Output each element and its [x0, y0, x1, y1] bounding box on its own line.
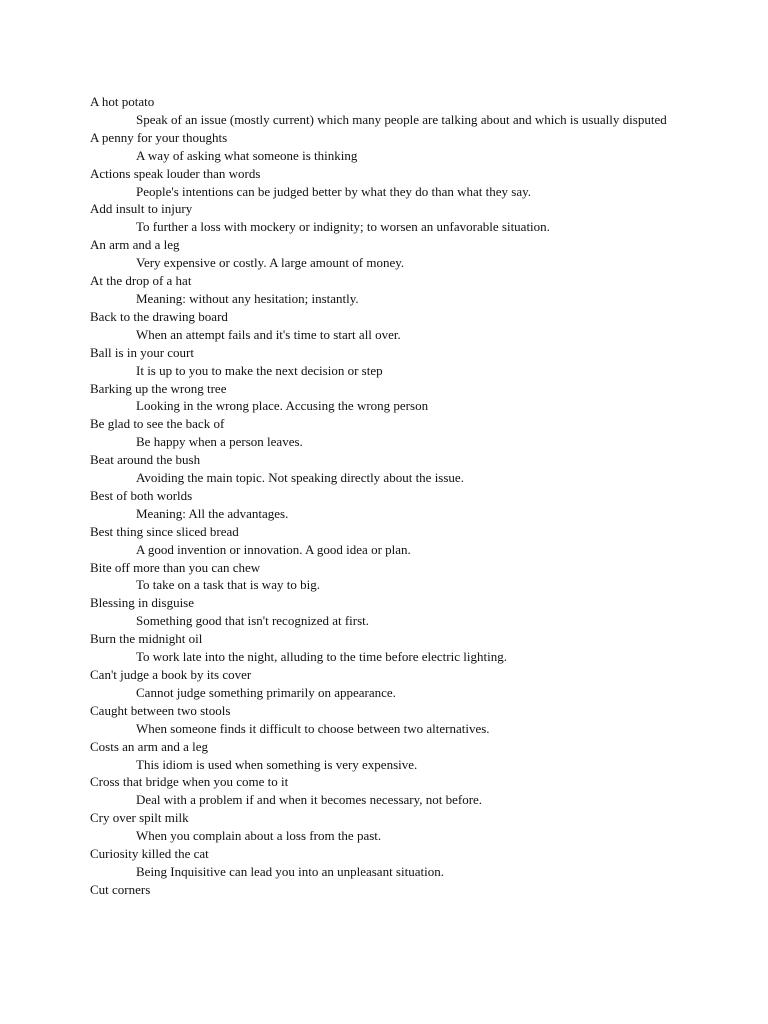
idiom-term: Caught between two stools: [90, 702, 231, 718]
idiom-term: Actions speak louder than words: [90, 165, 261, 181]
idiom-definition: To work late into the night, alluding to the time before electric lighting.: [136, 649, 507, 665]
idiom-entry: [90, 559, 680, 595]
idiom-entry: [90, 200, 680, 236]
idiom-term: Curiosity killed the cat: [90, 846, 209, 862]
idiom-definition: To further a loss with mockery or indignity; to worsen an unfavorable situation.: [136, 219, 550, 235]
idiom-entry: [90, 165, 680, 201]
idiom-definition: Be happy when a person leaves.: [136, 434, 303, 450]
idiom-term: Can't judge a book by its cover: [90, 667, 252, 682]
idiom-entry: [90, 93, 680, 129]
idiom-definition: Speak of an issue (mostly current) which many people are talking about and which is usually disputed: [136, 111, 667, 127]
idiom-term: Add insult to injury: [90, 201, 193, 217]
idiom-entry: [90, 666, 680, 702]
idiom-definition: People's intentions can be judged better by what they do than what they say.: [136, 183, 532, 199]
idiom-entry: [90, 809, 680, 845]
idiom-definition: Very expensive or costly. A large amount of money.: [136, 255, 405, 271]
idiom-term: Back to the drawing board: [90, 308, 228, 324]
idiom-entry: [90, 308, 680, 344]
idiom-definition: To take on a task that is way to big.: [136, 577, 320, 593]
idiom-definition: When someone finds it difficult to choose between two alternatives.: [136, 720, 490, 736]
idiom-entry: [90, 594, 680, 630]
idiom-term: Ball is in your court: [90, 344, 194, 360]
idiom-definition: A good invention or innovation. A good idea or plan.: [136, 541, 411, 557]
idiom-definition: Meaning: without any hesitation; instantly.: [136, 290, 359, 306]
idiom-term: Costs an arm and a leg: [90, 738, 209, 754]
idiom-entry: [90, 272, 680, 308]
idiom-term: An arm and a leg: [90, 237, 180, 253]
idiom-term: Cross that bridge when you come to it: [90, 774, 289, 790]
idiom-term: A hot potato: [90, 94, 155, 109]
idiom-entry: [90, 630, 680, 666]
idiom-definition: Deal with a problem if and when it becomes necessary, not before.: [136, 792, 483, 808]
idiom-term: Best thing since sliced bread: [90, 523, 239, 539]
idiom-entry: [90, 845, 680, 881]
idiom-term: Be glad to see the back of: [90, 416, 225, 432]
idiom-term: Cry over spilt milk: [90, 810, 189, 826]
idiom-entry: [90, 344, 680, 380]
idiom-entry: [90, 523, 680, 559]
idiom-term: Best of both worlds: [90, 487, 193, 503]
idiom-entry: [90, 881, 680, 899]
idiom-entry: [90, 129, 680, 165]
idiom-definition: Being Inquisitive can lead you into an unpleasant situation.: [136, 863, 444, 879]
idiom-term: Beat around the bush: [90, 452, 201, 468]
idiom-term: Cut corners: [90, 881, 151, 897]
idiom-term: A penny for your thoughts: [90, 129, 228, 145]
idiom-definition: When an attempt fails and it's time to start all over.: [136, 326, 401, 342]
idiom-list: [90, 93, 680, 899]
idiom-definition: This idiom is used when something is very expensive.: [136, 756, 418, 772]
idiom-entry: [90, 487, 680, 523]
idiom-definition: Meaning: All the advantages.: [136, 505, 289, 521]
idiom-term: Blessing in disguise: [90, 595, 195, 611]
idiom-definition: Cannot judge something primarily on appearance.: [136, 684, 396, 700]
idiom-definition: It is up to you to make the next decision or step: [136, 362, 383, 378]
idiom-term: At the drop of a hat: [90, 273, 192, 289]
idiom-term: Barking up the wrong tree: [90, 380, 227, 396]
idiom-entry: [90, 773, 680, 809]
idiom-entry: [90, 738, 680, 774]
idiom-entry: [90, 236, 680, 272]
idiom-definition: When you complain about a loss from the past.: [136, 828, 382, 844]
idiom-definition: Looking in the wrong place. Accusing the wrong person: [136, 398, 429, 414]
idiom-entry: [90, 415, 680, 451]
idiom-definition: Something good that isn't recognized at first.: [136, 613, 370, 629]
idiom-entry: [90, 702, 680, 738]
idiom-term: Burn the midnight oil: [90, 631, 203, 647]
idiom-definition: A way of asking what someone is thinking: [136, 147, 358, 163]
idiom-entry: [90, 451, 680, 487]
idiom-entry: [90, 380, 680, 416]
idiom-term: Bite off more than you can chew: [90, 559, 261, 575]
idiom-definition: Avoiding the main topic. Not speaking directly about the issue.: [136, 470, 464, 486]
